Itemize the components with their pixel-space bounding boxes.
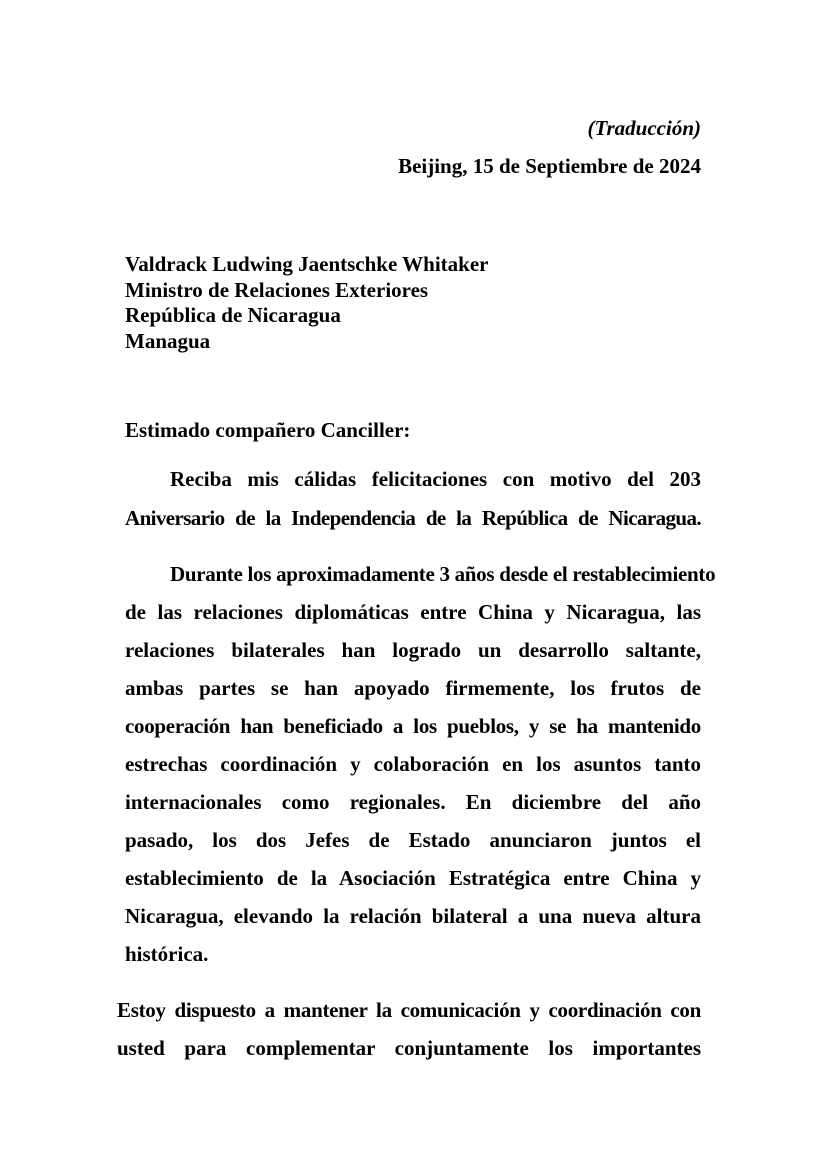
- text-line: Aniversario de la Independencia de la República de Nicaragua.: [125, 506, 701, 530]
- text-line: pasado, los dos Jefes de Estado anunciaron juntos el: [125, 828, 701, 852]
- text-line: internacionales como regionales. En diciembre del año: [125, 790, 701, 814]
- date-line: Beijing, 15 de Septiembre de 2024: [398, 154, 701, 178]
- text-line: Reciba mis cálidas felicitaciones con motivo del 203: [170, 467, 701, 491]
- recipient-city: Managua: [125, 329, 211, 353]
- recipient-title: Ministro de Relaciones Exteriores: [125, 278, 429, 302]
- recipient-name: Valdrack Ludwing Jaentschke Whitaker: [125, 252, 489, 276]
- salutation: Estimado compañero Canciller:: [125, 418, 411, 442]
- text-line: estrechas coordinación y colaboración en los asuntos tanto: [125, 752, 701, 776]
- text-line: Estoy dispuesto a mantener la comunicación y coordinación con: [117, 998, 701, 1022]
- text-line: Nicaragua, elevando la relación bilateral a una nueva altura: [125, 904, 701, 928]
- text-line: cooperación han beneficiado a los pueblos, y se ha mantenido: [125, 714, 701, 738]
- text-line: usted para complementar conjuntamente los importantes: [117, 1036, 701, 1060]
- text-line: establecimiento de la Asociación Estratégica entre China y: [125, 866, 701, 890]
- text-line: relaciones bilaterales han logrado un desarrollo saltante,: [125, 638, 701, 662]
- recipient-country: República de Nicaragua: [125, 303, 341, 327]
- text-line: histórica.: [125, 942, 209, 966]
- text-line: Durante los aproximadamente 3 años desde el restablecimiento: [170, 562, 716, 586]
- text-line: de las relaciones diplomáticas entre China y Nicaragua, las: [125, 600, 701, 624]
- text-line: ambas partes se han apoyado firmemente, los frutos de: [125, 676, 701, 700]
- translation-note: (Traducción): [587, 116, 701, 140]
